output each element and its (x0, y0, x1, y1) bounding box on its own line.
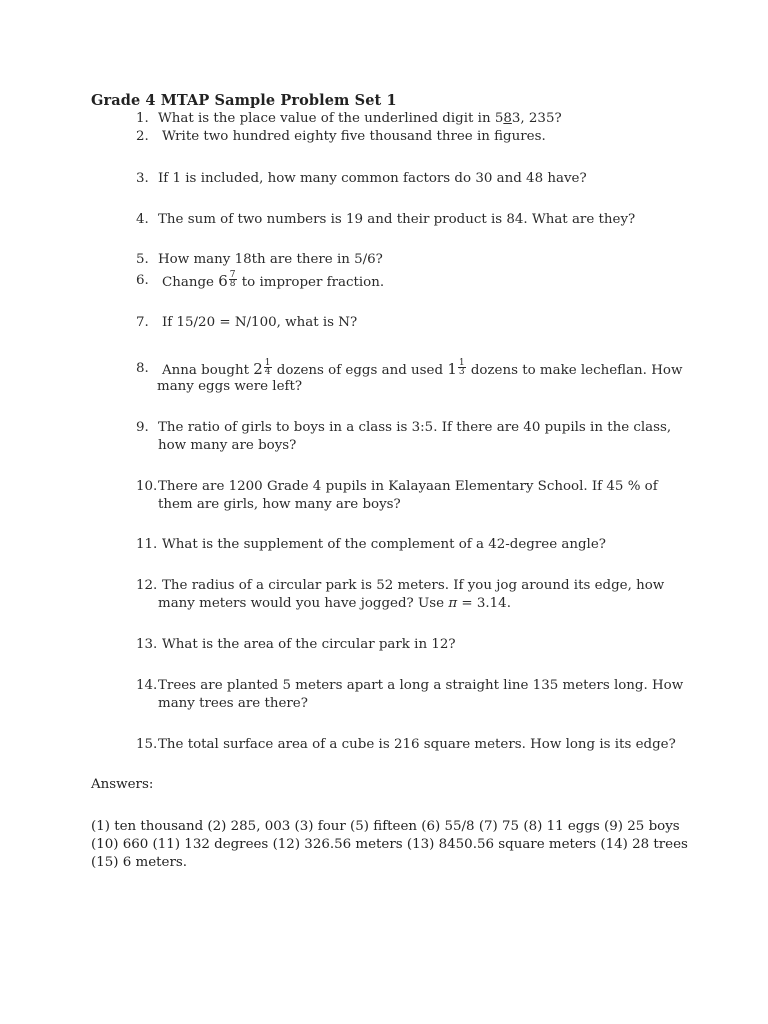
problem-number: 5. (136, 252, 149, 267)
mixed-number-whole: 1 (447, 360, 457, 378)
answers-line: (15) 6 meters. (91, 855, 187, 870)
problem-text: What is the place value of the underlined digit in 583, 235? (158, 111, 562, 126)
problem-text: The ratio of girls to boys in a class is 3:5. If there are 40 pupils in the class, (158, 420, 672, 435)
problem-text: Change 6 $\frac{7}{8}$ to improper fraction. (162, 270, 385, 290)
problem-text-continued: them are girls, how many are boys? (158, 497, 401, 512)
problem-number: 14. (136, 678, 158, 693)
problem-number: 8. (136, 361, 149, 376)
problem-text: The sum of two numbers is 19 and their product is 84. What are they? (158, 212, 636, 227)
pi-symbol: π (448, 596, 458, 611)
problem-number: 12. (136, 578, 158, 593)
problem-number: 15. (136, 737, 158, 752)
problem-number: 7. (136, 315, 149, 330)
problem-text-continued: many eggs were left? (157, 379, 303, 394)
problem-number: 1. (136, 111, 149, 126)
problem-text-continued: how many are boys? (158, 438, 297, 453)
answers-heading: Answers: (91, 777, 154, 792)
problem-text: Trees are planted 5 meters apart a long a straight line 135 meters long. How (158, 678, 684, 693)
problem-text: Write two hundred eighty five thousand three in figures. (162, 129, 546, 144)
problem-text: If 1 is included, how many common factors do 30 and 48 have? (158, 171, 587, 186)
fraction: $\frac{1}{3}$ (458, 358, 465, 377)
fraction: $\frac{7}{8}$ (229, 270, 236, 289)
problem-number: 4. (136, 212, 149, 227)
underlined-digit: 8 (503, 111, 512, 126)
problem-text: The total surface area of a cube is 216 square meters. How long is its edge? (158, 737, 676, 752)
answers-line: (1) ten thousand (2) 285, 003 (3) four (5) fifteen (6) 55/8 (7) 75 (8) 11 eggs (9) 25 boys (91, 819, 680, 834)
fraction: $\frac{1}{4}$ (264, 358, 271, 377)
answers-line: (10) 660 (11) 132 degrees (12) 326.56 meters (13) 8450.56 square meters (14) 28 trees (91, 837, 688, 852)
problem-text-continued: many meters would you have jogged? Use π = 3.14. (158, 596, 511, 611)
problem-number: 3. (136, 171, 149, 186)
problem-text: If 15/20 = N/100, what is N? (162, 315, 358, 330)
problem-number: 10. (136, 479, 158, 494)
problem-text: The radius of a circular park is 52 meters. If you jog around its edge, how (162, 578, 665, 593)
problem-text-continued: many trees are there? (158, 696, 308, 711)
answers-block (91, 818, 691, 872)
problem-text: What is the supplement of the complement of a 42-degree angle? (162, 537, 606, 552)
problem-text: What is the area of the circular park in 12? (162, 637, 456, 652)
mixed-number-whole: 6 (218, 272, 228, 290)
problem-text: Anna bought 2 $\frac{1}{4}$ dozens of eggs and used 1 $\frac{1}{3}$ dozens to make lecheflan. How (162, 358, 683, 378)
problem-number: 13. (136, 637, 158, 652)
document-title: Grade 4 MTAP Sample Problem Set 1 (91, 92, 397, 109)
problem-number: 9. (136, 420, 149, 435)
problem-number: 2. (136, 129, 149, 144)
problem-number: 11. (136, 537, 158, 552)
problem-number: 6. (136, 273, 149, 288)
mixed-number-whole: 2 (253, 360, 263, 378)
problem-text: How many 18th are there in 5/6? (158, 252, 383, 267)
problem-text: There are 1200 Grade 4 pupils in Kalayaan Elementary School. If 45 % of (158, 479, 658, 494)
